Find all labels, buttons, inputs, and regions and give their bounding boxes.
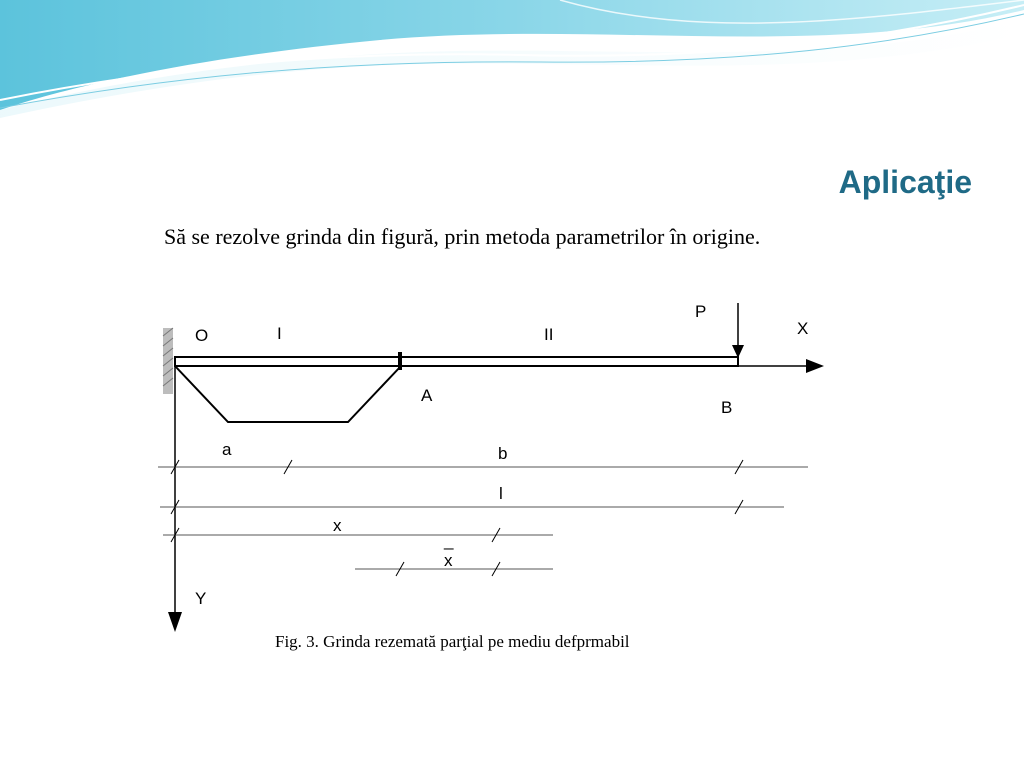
label-segment-1: I xyxy=(277,324,282,343)
problem-statement: Să se rezolve grinda din figură, prin metoda parametrilor în origine. xyxy=(164,224,761,249)
label-y-axis: Y xyxy=(195,589,207,608)
dimension-lines xyxy=(158,467,808,569)
y-axis-arrow-icon xyxy=(168,612,182,632)
label-segment-2: II xyxy=(544,325,554,344)
beam xyxy=(175,357,738,366)
elastic-foundation xyxy=(175,366,401,422)
label-load: P xyxy=(695,302,707,321)
label-dim-l: l xyxy=(499,484,503,503)
label-origin: O xyxy=(195,326,209,345)
label-dim-a: a xyxy=(222,440,232,459)
figure-caption: Fig. 3. Grinda rezemată parţial pe mediu defprmabil xyxy=(275,632,630,651)
label-point-a: A xyxy=(421,386,433,405)
label-xbar-overline: _ xyxy=(444,531,454,550)
label-dim-b: b xyxy=(498,444,508,463)
label-dim-xbar: x xyxy=(444,551,453,570)
label-point-b: B xyxy=(721,398,733,417)
slide-title: Aplicaţie xyxy=(838,164,972,200)
label-dim-x: x xyxy=(333,516,342,535)
x-axis-arrow-icon xyxy=(806,359,824,373)
wall-support xyxy=(163,328,173,394)
dimension-ticks xyxy=(171,460,743,576)
label-x-axis: X xyxy=(797,319,809,338)
